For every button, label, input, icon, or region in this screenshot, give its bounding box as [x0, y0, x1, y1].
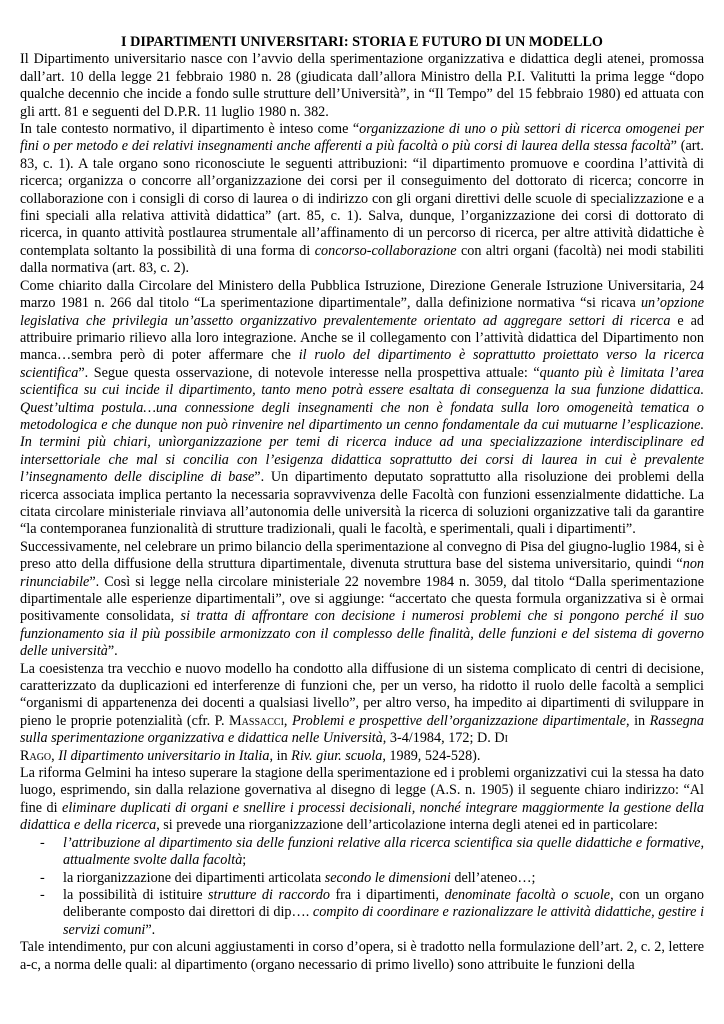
italic-run: strutture di raccordo	[208, 886, 330, 903]
italic-run: si tratta di affrontare con decisione i numerosi problemi che si pongono perché il suo funzionamento sia il più possibile armonizzato con il complesso delle finalità, delle funzioni e del sistema di governo delle università	[20, 608, 705, 660]
list-item	[20, 835, 704, 870]
italic-run: non rinunciabile	[20, 556, 704, 590]
small-caps-run: i	[504, 730, 508, 747]
italic-run: il ruolo del dipartimento è soprattutto proiettato verso la ricerca scientifica	[20, 347, 704, 381]
small-caps-run: assacci	[241, 712, 284, 729]
italic-run: secondo le dimensioni	[324, 869, 451, 886]
italic-run: Rassegna sulla sperimentazione organizzativa e didattica nelle Università	[20, 712, 704, 747]
text-run: e ad attribuire primario rilievo alla loro integrazione. Anche se il collegamento con l’attività didattica del Dipartimento non manca…sembra però di poter affermare che	[20, 312, 704, 364]
text-run: In tale contesto normativo, il dipartimento è inteso come “	[20, 121, 360, 138]
paragraph-ministerial-circular	[20, 278, 704, 539]
text-run: Successivamente, nel celebrare un primo bilancio della sperimentazione al convegno di Pisa del giugno-luglio 1984, si è preso atto della diffusione della struttura dipartimentale, divenuta struttura base del sistema universitario, quindi “	[20, 538, 704, 573]
paragraph-pisa-convention	[20, 539, 704, 661]
italic-run: Problemi e prospettive dell’organizzazione dipartimentale	[291, 712, 627, 729]
text-run: ”. Un dipartimento deputato soprattutto alla risoluzione dei problemi della ricerca associata implica pertanto la necessaria sopravvivenza delle Facoltà con funzioni essenzialmente didattiche. La citata circolare ministeriale rinviava all’autonomia delle università la ricerca di soluzioni organizzative tali da garantire “la contemporanea funzionalità di strutture tradizionali, quali le facoltà, e sperimentali, quali i dipartimenti”.	[20, 469, 704, 538]
italic-run: compito di coordinare e razionalizzare le attività didattiche, gestire i servizi comuni	[63, 904, 705, 938]
text-run: ”. Così si legge nella circolare ministeriale 22 novembre 1984 n. 3059, dal titolo “Dalla sperimentazione dipartimentale alle esperienze dipartimentali”, ove si aggiunge: “accertato che questa formula organizzativa si è ormai positivamente consolidata,	[20, 573, 704, 625]
text-run: , si prevede una riorganizzazione dell’articolazione interna degli atenei ed in particolare:	[156, 817, 658, 834]
text-run: ”. Segue questa osservazione, di notevole interesse nella prospettiva attuale: “	[78, 364, 540, 381]
text-run: ”.	[107, 643, 118, 660]
italic-run: Il dipartimento universitario in Italia	[58, 747, 270, 764]
italic-run: quanto più è limitata l’area scientifica su cui incide il dipartimento, tanto meno potrà essere esaltata di conseguenza la sua funzione didattica. Quest’ultima postula…una connessione degli insegnamenti che non è fondata sulla loro omogeneità tematica o metodologica e che dunque non può rinvenire nel dipartimento un cenno fondamentale da cui mutuarne l’esplicazione. In termini più chiari, unìorganizzazione per temi di ricerca induce ad una specializzazione interdisciplinare ed intersettoriale che mal si concilia con l’esigenza didattica soprattutto dei corsi di laurea in cui è prevalente l’insegnamento delle discipline di base	[20, 364, 705, 486]
text-run: , con un organo deliberante composto dai direttori di dip….	[63, 886, 705, 921]
text-run: , in	[626, 712, 650, 729]
text-run: la riorganizzazione dei dipartimenti articolata	[63, 869, 325, 886]
paragraph-art-2-formulation: Tale intendimento, pur con alcuni aggiustamenti in corso d’opera, si è tradotto nella formulazione dell’art. 2, c. 2, lettere a-c, a norma delle quali: al dipartimento (organo necessario di primo livello) sono attribuite le funzioni della	[20, 939, 704, 973]
list-dash: -	[40, 834, 45, 851]
text-run: , 1989, 524-528).	[382, 747, 481, 764]
text-run: ” (art. 83, c. 1). A tale organo sono riconosciute le seguenti attribuzioni: “il dipartimento promuove e coordina l’attività di ricerca; organizza o concorre all’organizzazione dei corsi per il conseguimento del dottorato di ricerca; concorre in collaborazione con i consigli di corso di laurea o di indirizzo con gli organi direttivi delle scuole di specializzazione e a fini speciali alla relativa attività didattica” (art. 85, c. 1). Salva, dunque, l’organizzazione dei corsi di dottorato di ricerca, in quanto attività postlaurea strumentale all’affinamento di un percorso di ricerca, per altre attività didattiche è contemplata soltanto la possibilità di una forma di	[20, 138, 704, 259]
italic-run: concorso-collaborazione	[314, 242, 457, 259]
small-caps-run: ago	[29, 747, 52, 764]
italic-run: denominate facoltà o scuole	[444, 886, 611, 903]
italic-run: Riv. giur. scuola	[291, 747, 383, 764]
list-dash: -	[40, 886, 45, 903]
text-run: ”.	[145, 921, 156, 938]
italic-run: un’opzione legislativa che privilegia un’assetto organizzativo prevalentemente orientato ad aggregare settori di ricerca	[20, 295, 704, 329]
italic-run: eliminare duplicati di organi e snellire i processi decisionali, nonché integrare maggiormente la gestione della didattica e della ricerca	[20, 799, 705, 834]
text-run: ,	[283, 712, 292, 729]
text-run: , in	[269, 747, 292, 764]
text-run: ,	[51, 747, 59, 764]
document-title: I DIPARTIMENTI UNIVERSITARI: STORIA E FUTURO DI UN MODELLO	[121, 34, 603, 50]
text-run: R	[20, 747, 30, 764]
list-item	[20, 887, 704, 939]
list-item	[20, 870, 704, 887]
reform-points-list	[20, 835, 704, 939]
text-run: La riforma Gelmini ha inteso superare la stagione della sperimentazione ed i problemi organizzativi cui la stessa ha dato luogo, esprimendo, sin dalla relazione governativa al disegno di legge (A.S. n. 1905) il seguente chiaro indirizzo: “Al fine di	[20, 765, 704, 816]
paragraph-gelmini-reform	[20, 765, 704, 835]
text-run: La coesistenza tra vecchio e nuovo modello ha condotto alla diffusione di un sistema complicato di centri di decisione, caratterizzato da duplicazioni ed interferenze di funzioni che, per un verso, ha ridotto il ruolo delle facoltà a semplici “organismi di appartenenza dei docenti a qualsiasi livello”, per altro verso, ha impedito ai dipartimenti di sviluppare in pieno le proprie potenzialità (cfr. P. M	[20, 660, 704, 729]
text-run: la possibilità di istituire	[63, 886, 209, 903]
italic-run: organizzazione di uno o più settori di ricerca omogenei per fini o per metodo e dei relativi insegnamenti anche afferenti a più facoltà o più corsi di laurea della stessa facoltà	[20, 121, 704, 155]
italic-run: l’attribuzione al dipartimento sia delle funzioni relative alla ricerca scientifica sia quelle didattiche e formative, attualmente svolte dalla facoltà	[63, 834, 704, 869]
text-run: con altri organi (facoltà) nei modi stabiliti dalla normativa (art. 83, c. 2).	[20, 242, 704, 277]
text-run: Come chiarito dalla Circolare del Ministero della Pubblica Istruzione, Direzione Generale Istruzione Universitaria, 24 marzo 1981 n. 266 dal titolo “La sperimentazione dipartimentale”, dalla definizione normativa “si ricava	[20, 277, 704, 312]
text-run: dell’ateneo…;	[450, 869, 536, 886]
paragraph-origin: Il Dipartimento universitario nasce con l’avvio della sperimentazione organizzativa e didattica degli atenei, promossa dall’art. 10 della legge 21 febbraio 1980 n. 28 (giudicata dall’allora Ministro della P.I. Valitutti la prima legge “dopo qualche decennio che incide a fondo sulle strutture dell’Università”, in “Il Tempo” del 15 febbraio 1980) ed attuata con gli artt. 81 e seguenti del D.P.R. 11 luglio 1980 n. 382.	[20, 51, 704, 120]
paragraph-coexistence	[20, 661, 704, 765]
text-run: fra i dipartimenti,	[329, 886, 445, 903]
text-run: ;	[242, 852, 247, 869]
text-run: , 3-4/1984, 172; D. D	[382, 730, 505, 747]
list-dash: -	[40, 869, 45, 886]
paragraph-normative-context	[20, 121, 704, 278]
